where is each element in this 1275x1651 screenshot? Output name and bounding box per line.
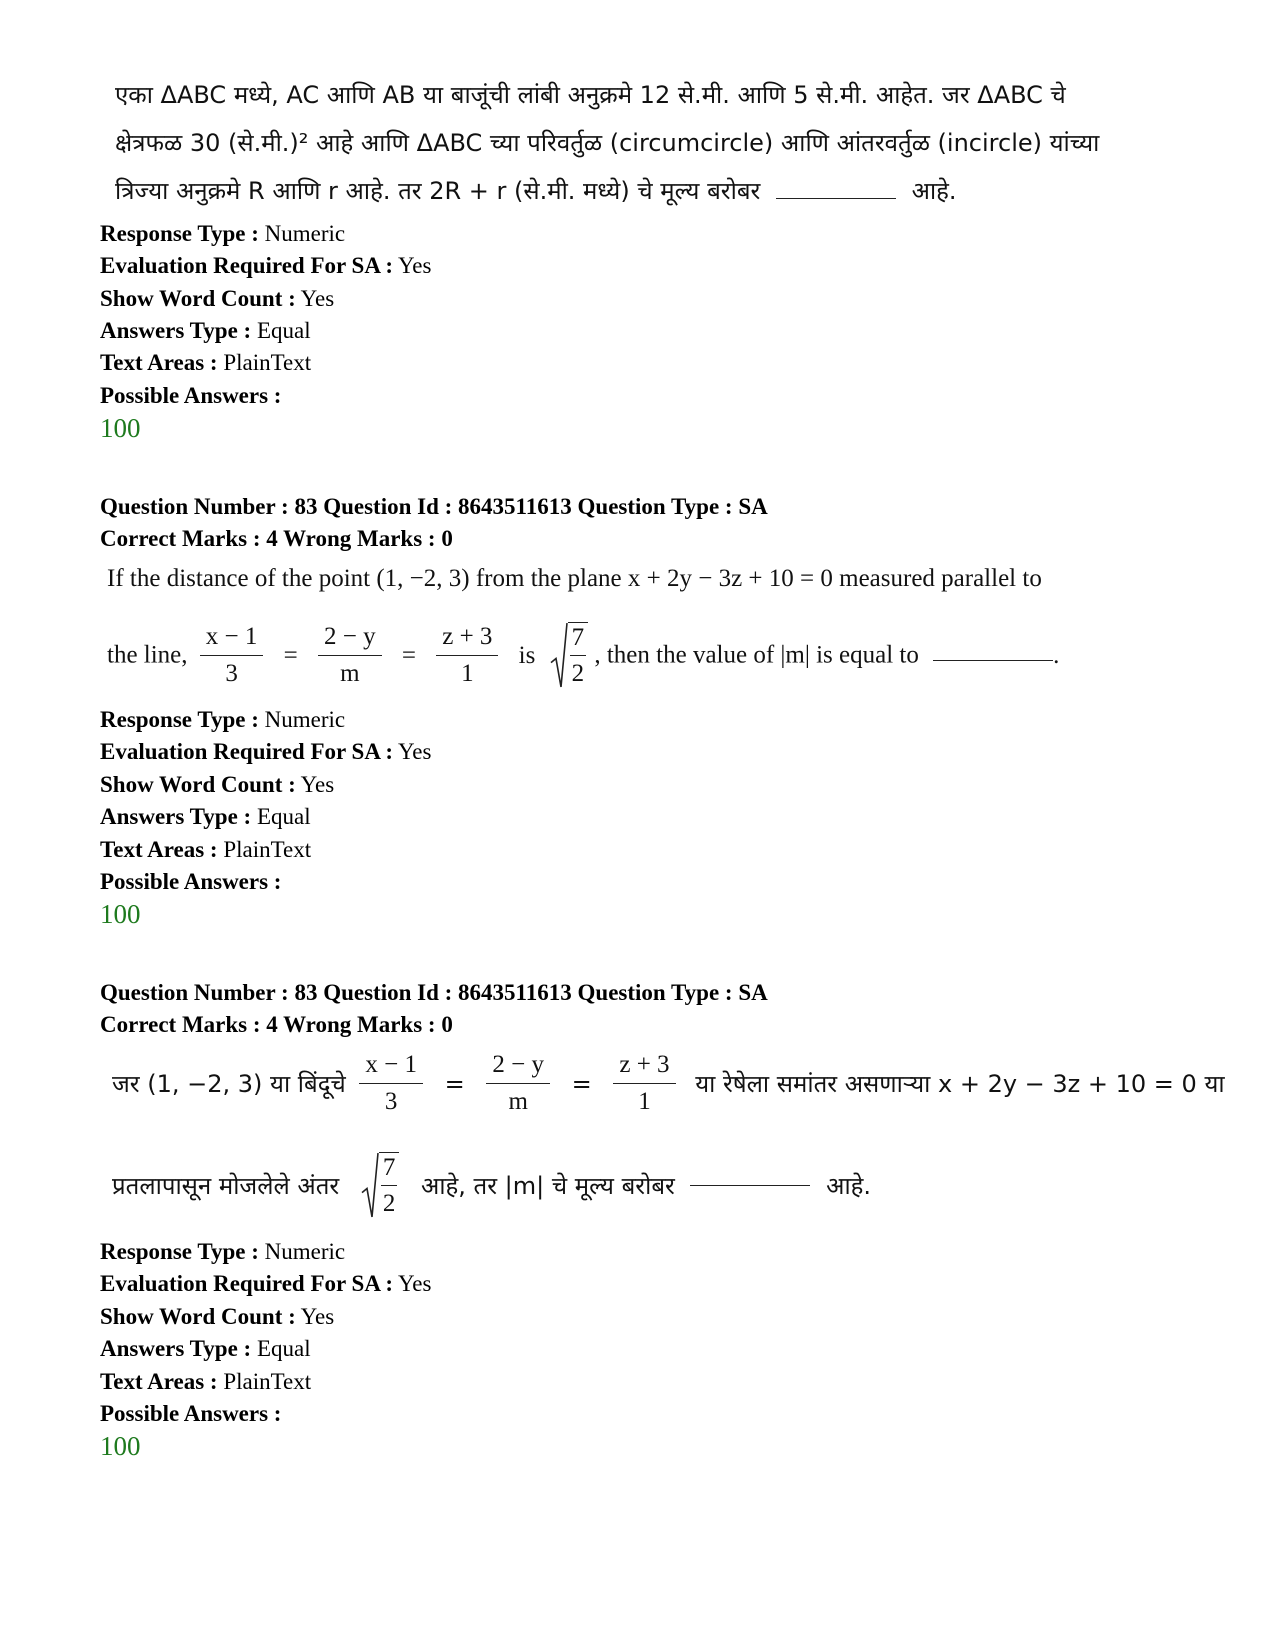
meta-evaluation-required: Evaluation Required For SA : Yes <box>100 739 432 764</box>
fraction: $\frac{z + 3}{1}$ <box>613 1050 675 1117</box>
possible-answer-value: 100 <box>100 899 141 929</box>
question-text-segment: आहे. <box>826 1172 872 1200</box>
question-text-segment: the line, <box>107 641 188 669</box>
question-text-segment: आहे. <box>911 177 957 205</box>
meta-evaluation-required: Evaluation Required For SA : Yes <box>100 1271 432 1296</box>
answer-blank <box>690 1185 810 1186</box>
fraction: $\frac{2 - y}{m}$ <box>318 622 382 689</box>
square-root: $\frac{7}{2}$ <box>550 622 589 689</box>
fraction: $\frac{x - 1}{3}$ <box>359 1050 423 1117</box>
question-text-line: एका ΔABC मध्ये, AC आणि AB या बाजूंची लांबी अनुक्रमे 12 से.मी. आणि 5 से.मी. आहेत. जर ΔABC चे <box>115 81 1066 109</box>
meta-answers-type: Answers Type : Equal <box>100 1336 311 1361</box>
radical-sign-icon <box>550 622 568 689</box>
meta-show-word-count: Show Word Count : Yes <box>100 1304 335 1329</box>
equals-sign: = <box>401 641 416 669</box>
meta-possible-answers: Possible Answers : <box>100 1401 282 1426</box>
question-text-segment: जर (1, −2, 3) या बिंदूचे <box>112 1070 346 1098</box>
fraction: $\frac{2 - y}{m}$ <box>486 1050 550 1117</box>
meta-text-areas: Text Areas : PlainText <box>100 1369 312 1394</box>
meta-response-type: Response Type : Numeric <box>100 1239 346 1264</box>
meta-possible-answers: Possible Answers : <box>100 383 282 408</box>
meta-text-areas: Text Areas : PlainText <box>100 350 312 375</box>
answer-blank <box>933 660 1053 661</box>
question-marks: Correct Marks : 4 Wrong Marks : 0 <box>100 1012 453 1037</box>
question-equation-line <box>112 1050 1225 1117</box>
fraction: $\frac{z + 3}{1}$ <box>436 622 498 689</box>
question-equation-line: the line, $\frac{x - 1}{3}$ = $\frac{2 - y}{m}$ = $\frac{z + 3}{1}$ is $\frac{7}{2}$ , then the value of |m| is equal to . <box>107 623 1060 687</box>
question-text-segment: प्रतलापासून मोजलेले अंतर <box>112 1172 340 1200</box>
meta-response-type: Response Type : Numeric <box>100 707 346 732</box>
meta-show-word-count: Show Word Count : Yes <box>100 772 335 797</box>
fraction: $\frac{x - 1}{3}$ <box>200 622 264 689</box>
possible-answer-value: 100 <box>100 1431 141 1461</box>
question-text-segment: is <box>518 641 536 669</box>
question-text-line: If the distance of the point (1, −2, 3) from the plane x + 2y − 3z + 10 = 0 measured parallel to <box>107 565 1042 592</box>
meta-evaluation-required: Evaluation Required For SA : Yes <box>100 253 432 278</box>
question-header: Question Number : 83 Question Id : 8643511613 Question Type : SA <box>100 980 768 1005</box>
question-text-segment: , then the value of |m| is equal to <box>594 641 919 669</box>
meta-possible-answers: Possible Answers : <box>100 869 282 894</box>
radical-sign-icon <box>361 1152 379 1219</box>
equals-sign: = <box>571 1069 592 1098</box>
question-marks: Correct Marks : 4 Wrong Marks : 0 <box>100 526 453 551</box>
question-text-segment: त्रिज्या अनुक्रमे R आणि r आहे. तर 2R + r (से.मी. मध्ये) चे मूल्य बरोबर <box>115 177 761 205</box>
question-text-line <box>112 1152 871 1219</box>
meta-answers-type: Answers Type : Equal <box>100 804 311 829</box>
equals-sign: = <box>283 641 298 669</box>
question-text-line: क्षेत्रफळ 30 (से.मी.)² आहे आणि ΔABC च्या परिवर्तुळ (circumcircle) आणि आंतरवर्तुळ (incircle) यांच्या <box>115 129 1100 157</box>
question-text-segment: या रेषेला समांतर असणाऱ्या x + 2y − 3z + 10 = 0 या <box>695 1070 1225 1098</box>
question-header: Question Number : 83 Question Id : 8643511613 Question Type : SA <box>100 494 768 519</box>
meta-response-type: Response Type : Numeric <box>100 221 346 246</box>
answer-blank <box>776 198 896 199</box>
meta-answers-type: Answers Type : Equal <box>100 318 311 343</box>
possible-answer-value: 100 <box>100 413 141 443</box>
question-text-segment: आहे, तर |m| चे मूल्य बरोबर <box>421 1172 675 1200</box>
meta-text-areas: Text Areas : PlainText <box>100 837 312 862</box>
meta-show-word-count: Show Word Count : Yes <box>100 286 335 311</box>
square-root: $\frac{7}{2}$ <box>361 1152 400 1219</box>
question-text-line <box>115 174 957 207</box>
equals-sign: = <box>444 1069 465 1098</box>
